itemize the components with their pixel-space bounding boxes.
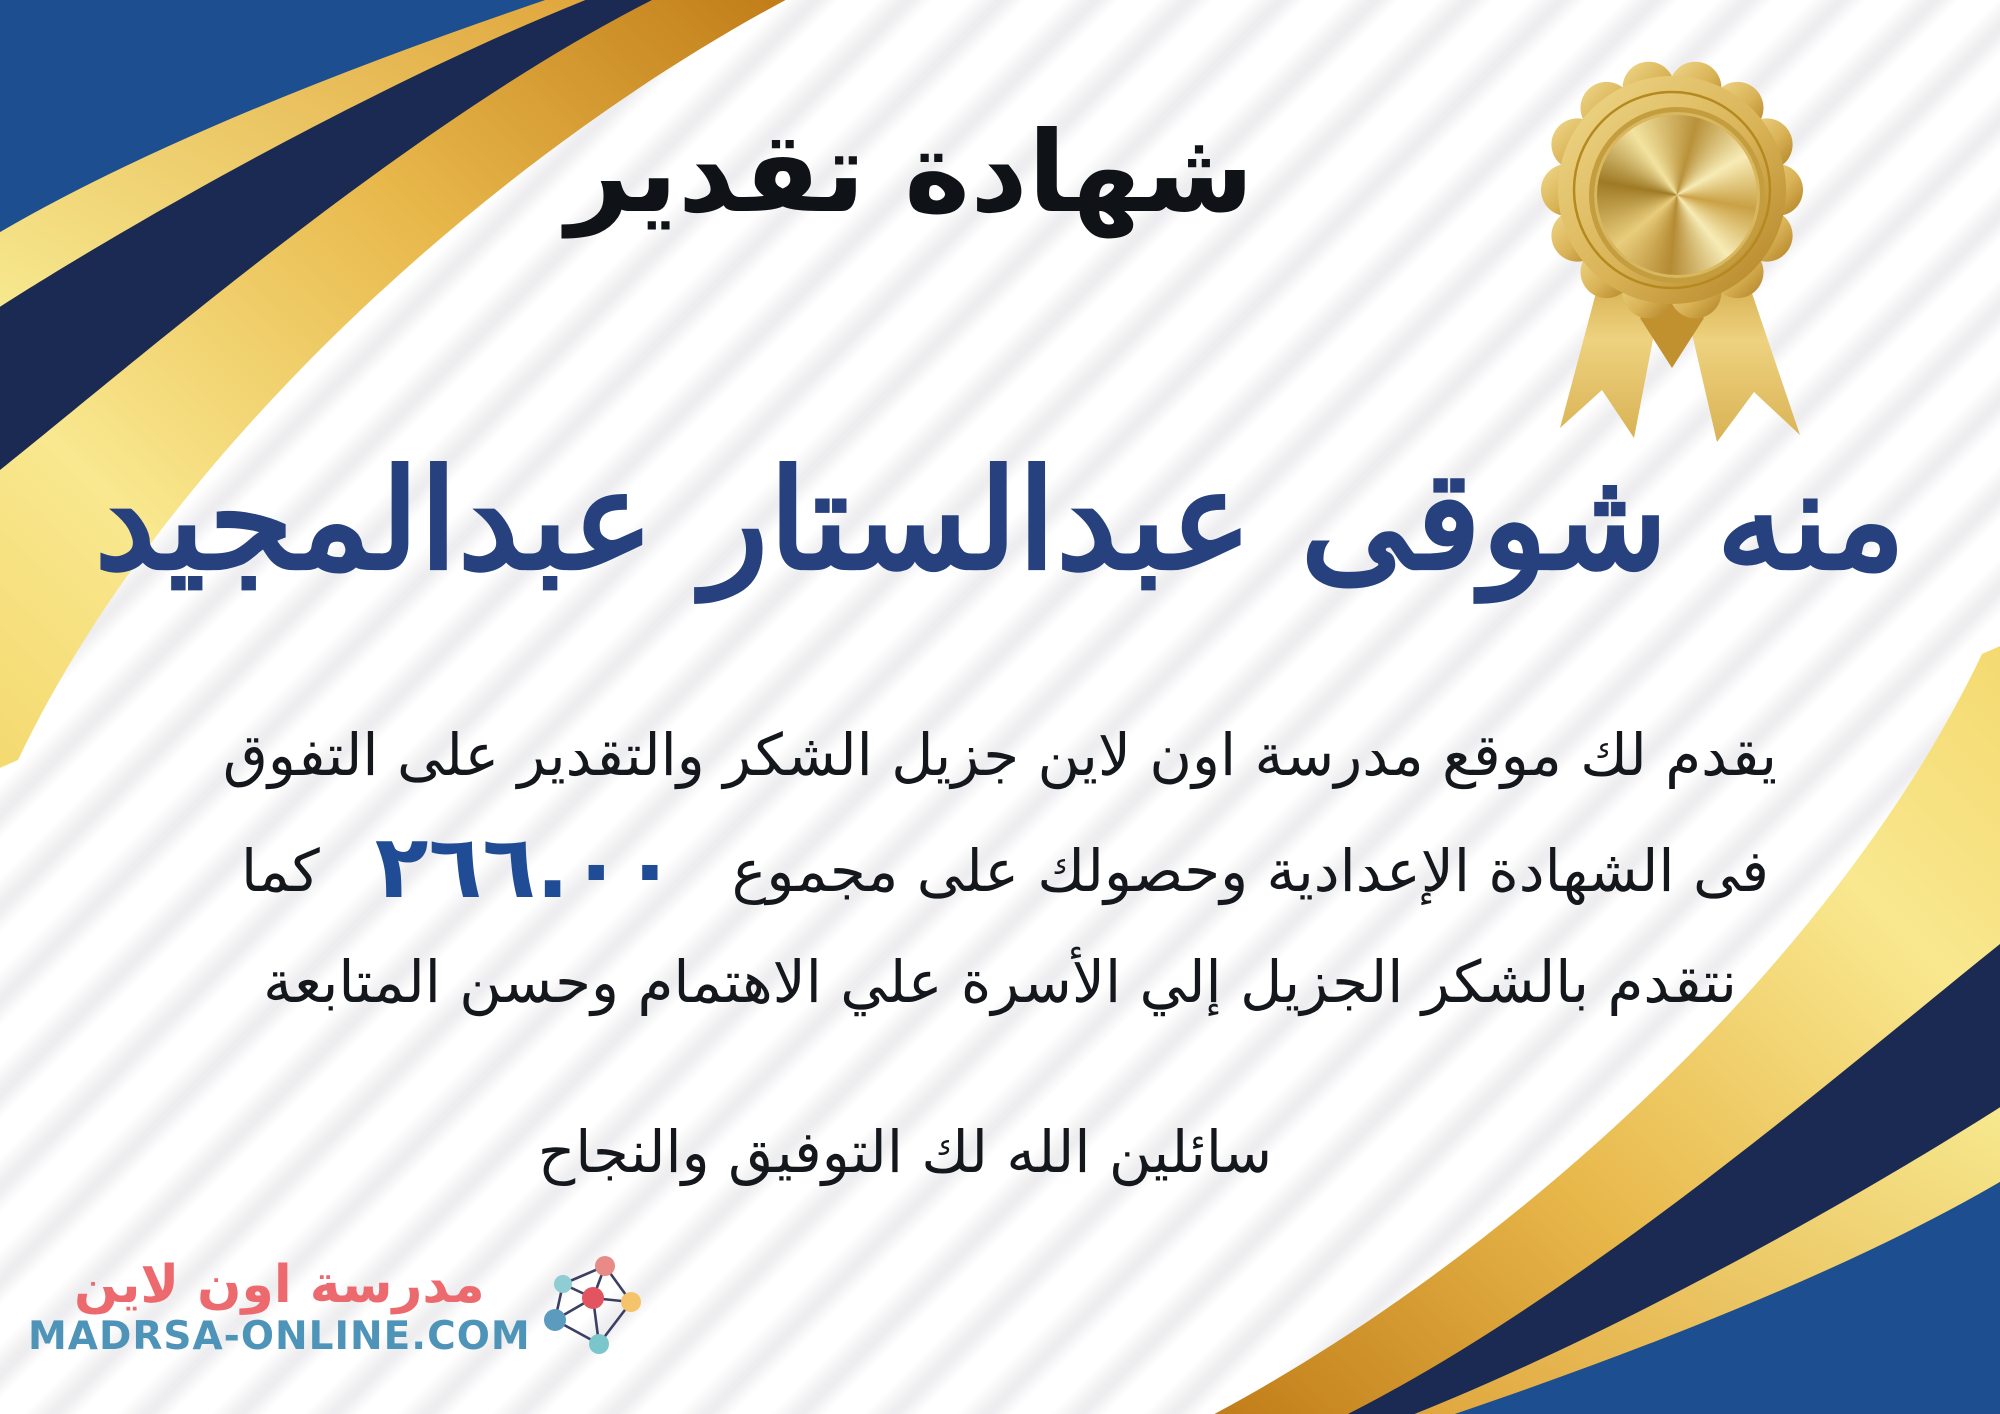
score-value: ٢٦٦.٠٠ bbox=[374, 815, 677, 918]
student-name: منه شوقى عبدالستار عبدالمجيد bbox=[94, 438, 1906, 601]
node-coral-top bbox=[595, 1256, 615, 1276]
body-line-2-text: فى الشهادة الإعدادية وحصولك على مجموع bbox=[731, 837, 1770, 905]
node-teal-bottom bbox=[589, 1334, 609, 1354]
site-logo-text bbox=[28, 1254, 531, 1360]
closing-line: سائلين الله لك التوفيق والنجاح bbox=[537, 1118, 1273, 1186]
site-name-arabic: مدرسة اون لاين bbox=[74, 1254, 485, 1315]
body-line-2 bbox=[0, 811, 2000, 927]
node-blue-lower-left bbox=[544, 1309, 566, 1331]
network-graph-icon bbox=[543, 1250, 643, 1366]
node-yellow-right bbox=[621, 1292, 641, 1312]
node-teal-upper-left bbox=[554, 1275, 572, 1293]
certificate-title: شهادة تقدير bbox=[566, 108, 1254, 238]
body-line-1: يقدم لك موقع مدرسة اون لاين جزيل الشكر والتقدير على التفوق bbox=[222, 721, 1778, 789]
body-line-2-tail: كما bbox=[240, 837, 320, 905]
body-line-3: نتقدم بالشكر الجزيل إلي الأسرة علي الاهتمام وحسن المتابعة bbox=[263, 948, 1737, 1016]
site-logo bbox=[28, 1250, 643, 1366]
certificate-body bbox=[0, 700, 2000, 1038]
site-domain: MADRSA-ONLINE.COM bbox=[28, 1314, 531, 1360]
node-red-center bbox=[582, 1287, 604, 1309]
